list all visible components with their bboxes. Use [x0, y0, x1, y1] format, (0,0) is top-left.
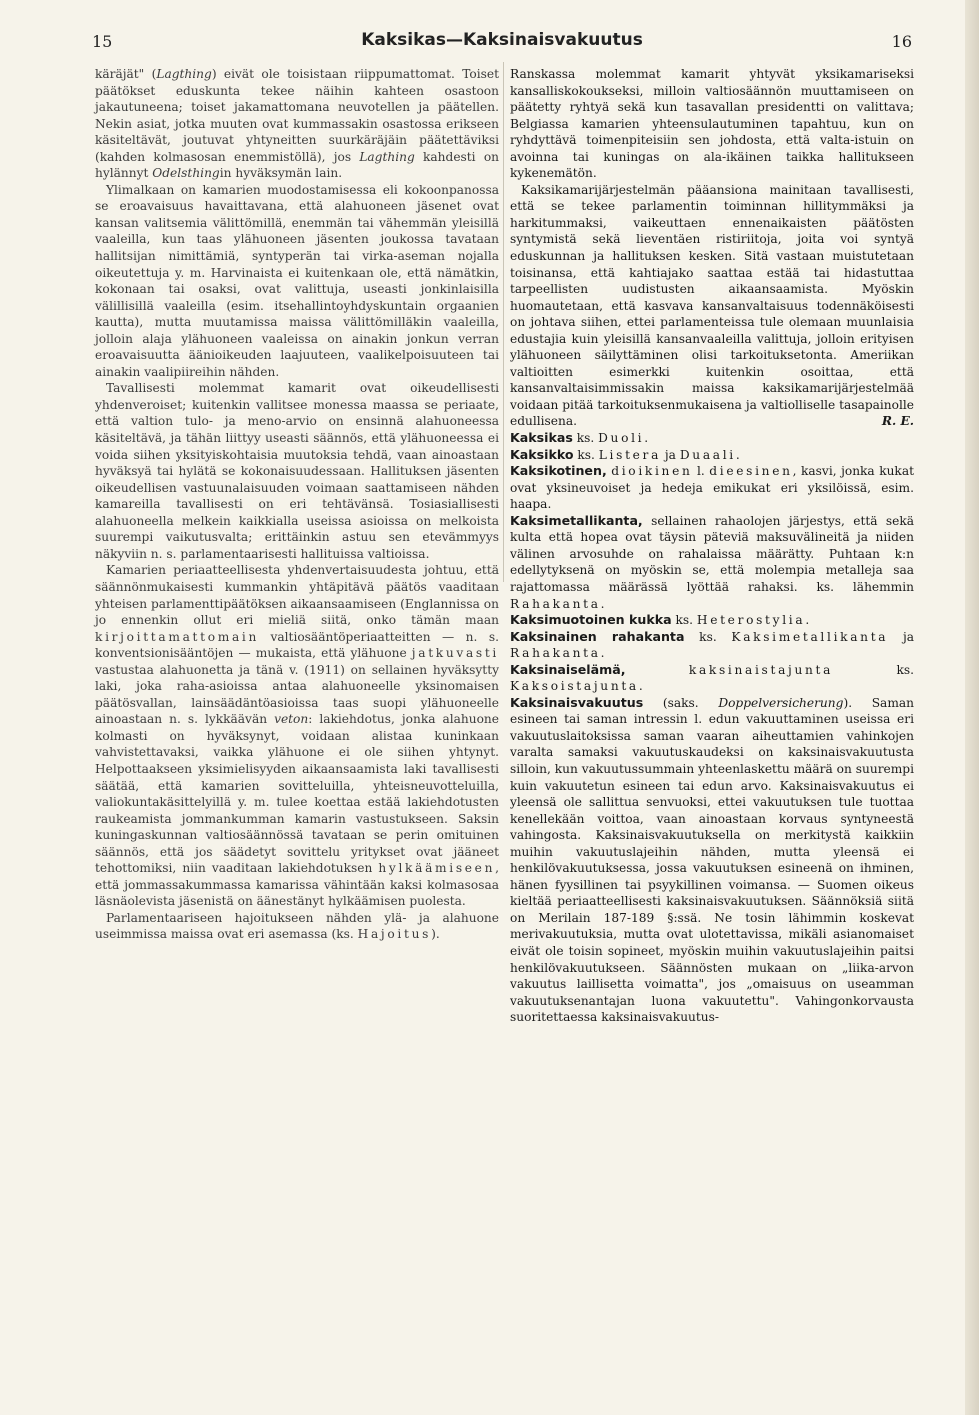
- paragraph: käräjät" (Lagthing) eivät ole toisistaan riippumattomat. Toiset päätökset eduskunta tekee näihin kahteen osastoon jakautuneena; toiset jakamattomana neuvotellen ja päätellen. Nekin asiat, jotka muuten ovat kummassakin osastossa erikseen käsiteltävät, joutuvat yhtyneitten suurkäräjäin päätettäviksi (kahden kolmasosan enemmistöllä), jos Lagthing kahdesti on hylännyt Odelsthingin hyväksymän lain.: [95, 67, 500, 181]
- column-divider: [503, 62, 504, 582]
- paragraph: Kamarien periaatteellisesta yhdenvertaisuudesta johtuu, että säännönmukaisesti kummankin yhtäpitävä päätös vaaditaan yhteisen parlamenttipäätöksen aikaansaamiseen (Englannissa on jo ennenkin ollut eri mieliä siitä, onko tämän maan kirjoittamattomain valtiosääntöperiaatteitten — n. s. konventsionisääntöjen — mukaista, että ylähuone jatkuvasti vastustaa alahuonetta ja tänä v. (1911) on sellainen hyväksytty laki, joka raha-asioissa antaa alahuoneelle yksinomaisen päätösvallan, lainsäädäntöasioissa taas suopi ylähuoneelle ainoastaan n. s. lykkäävän veton: lakiehdotus, jonka alahuone kolmasti on hyväksynyt, voidaan alistaa kuninkaan vahvistettavaksi, vaikka ylähuone ei ole siihen yhtynyt. Helpottaakseen yksimielisyyden aikaansaamista laki tavallisesti säätää, että kamarien sovitteluilla, yhteisneuvotteluilla, valiokuntakäsittelyillä y. m. tulee koettaa estää lakiehdotusten raukeamista jommankumman kamarin vastustukseen. Saksin kuningaskunnan valtiosäännössä tavataan se perin omituinen säännös, että jos säädetyt sovittelu yritykset ovat jääneet tehottomiksi, niin vaaditaan lakiehdotuksen hylkäämiseen, että jommassakummassa kamarissa vähintään kaksi kolmasosaa läsnäolevista jäsenistä on äänestänyt hylkäämisen puolesta.: [95, 563, 499, 909]
- dictionary-entry: Kaksinaisvakuutus (saks. Doppelversicherung). Saman esineen tai saman intressin l. edun vakuuttaminen useissa eri vakuutuslaitoksissa saman vaaran aiheuttamien vahinkojen varalta samaksi vakuutuskaudeksi on kaksinaisvakuutusta silloin, kun vakuutussummain yhteenlaskettu määrä on suurempi kuin vakuutetun esineen tai edun arvo. Kaksinaisvakuutus ei yleensä ole sallittua senvuoksi, ettei vakuutuksen tule tuottaa kenellekään voittoa, vaan ainoastaan korvaus syntyneestä vahingosta. Kaksinaisvakuutuksella on merkitystä kaikkiin muihin vakuutuslajeihin nähden, mutta yleensä ei henkilövakuutuksessa, jossa vakuutuksen esineenä on ihminen, hänen fyysillinen tai psyykillinen voimansa. — Suomen oikeus kieltää periaatteellisesti kaksinaisvakuutuksen. Säännöksiä siitä on Merilain 187-189 §:ssä. Ne tosin lähimmin koskevat merivakuutuksia, mutta ovat ulotettavissa, mikäli asianomaiset eivät ole toisin sopineet, myöskin muihin vakuutuslajeihin paitsi henkilövakuutukseen. Säännösten mukaan on „liika-arvon vakuutus laillisetta voimatta", jos „omaisuus on useamman vakuutuksenantajan luona vakuutettu". Vahingonkorvausta suoritettaessa kaksinaisvakuutus-: [510, 694, 914, 1025]
- paragraph: Ranskassa molemmat kamarit yhtyvät yksikamariseksi kansalliskokoukseksi, milloin valtiosäännön muuttamiseen on päätetty ryhtyä sekä kun tasavallan presidentti on valittava; Belgiassa kamarien yhteensulautuminen tapahtuu, kun on ryhdyttävä toimenpiteisiin sen johdosta, että valta-istuin on avoinna tai kuningas on ala-ikäinen taikka hallitukseen kykenemätön.: [510, 67, 914, 181]
- dictionary-entry: Kaksimetallikanta, sellainen rahaolojen järjestys, että sekä kulta että hopea ovat täysin päteviä maksuvälineitä ja niiden välinen arvosuhde on rahalaissa määrätty. Puhtaan k:n edellytyksenä on myöskin se, että molempia metalleja saa rajattomassa määrässä lyöttää rahaksi. ks. lähemmin Rahakanta.: [510, 512, 914, 611]
- dictionary-entry: Kaksimuotoinen kukka ks. Heterostylia.: [510, 612, 810, 628]
- paragraph: Tavallisesti molemmat kamarit ovat oikeudellisesti yhdenveroiset; kuitenkin vallitsee monessa maassa se periaate, että valtion tulo- ja meno-arvio on ensinnä alahuoneessa käsiteltävä, ja tähän liittyy useasti säännös, että ylähuoneessa ei voida siihen yksityiskohtaisia muutoksia tehdä, vaan ainoastaan hyväksyä tai hylätä se kokonaisuudessaan. Hallituksen jäsenten oikeudellisen vastuunalaisuuden voimaan saattamiseen nähden kamareilla tavallisesti on eri tehtävänsä. Tosiasiallisesti alahuoneella melkein kaikkialla useissa asioissa on melkoista suurempi vaikutusvalta; erittäinkin astuu sen etevämmyys näkyviin n. s. parlamentaarisesti hallituissa valtioissa.: [95, 381, 499, 561]
- running-header: [92, 30, 912, 56]
- entry-headword: Kaksimuotoinen kukka: [510, 612, 672, 628]
- left-column: [95, 66, 499, 943]
- entry-headword: Kaksimetallikanta,: [510, 512, 643, 528]
- page-title: Kaksikas—Kaksinaisvakuutus: [361, 30, 643, 50]
- entry-headword: Kaksikotinen,: [510, 463, 607, 479]
- dictionary-entry: Kaksinaiselämä, kaksinaistajunta ks. Kaksoistajunta.: [510, 661, 914, 694]
- author-signature: R. E.: [881, 414, 914, 429]
- paragraph: Kaksikamarijärjestelmän pääansiona mainitaan tavallisesti, että se tekee parlamentin toiminnan hillitymmäksi ja harkitummaksi, vaikeuttaen ennenaikaisten päätösten syntymistä sekä lieventäen ristiriitoja, joita voi syntyä eduskunnan ja hallituksen kesken. Sitä vastaan muistutetaan toisinansa, että kahtiajako saattaa estää tai hidastuttaa tarpeellisten uudistusten aikaansaamista. Myöskin huomautetaan, että kasvava kansanvaltaisuus todennäköisesti on johtava siihen, ettei parlamenteissa tule olemaan muunlaisia edustajia kuin yleisillä kansanvaaleilla valittuja, jolloin erityisen ylähuoneen säilyttäminen olisi tarkoituksetonta. Ameriikan valtioitten esimerkki kuitenkin osoittaa, että kansanvaltaisimmissakin maissa kaksikamarijärjestelmää voidaan pitää tarkoituksenmukaisena ja valtiolliselle tasapainolle edullisena. R. E.: [510, 182, 914, 429]
- entry-headword: Kaksinaiselämä,: [510, 661, 626, 677]
- right-column: [510, 66, 914, 1026]
- dictionary-entry: Kaksinainen rahakanta ks. Kaksimetallikanta ja Rahakanta.: [510, 628, 915, 661]
- paragraph: Parlamentaariseen hajoitukseen nähden ylä- ja alahuone useimmissa maissa ovat eri asemassa (ks. Hajoitus).: [95, 910, 499, 942]
- entry-headword: Kaksinainen rahakanta: [510, 628, 685, 644]
- paragraph: Ylimalkaan on kamarien muodostamisessa eli kokoonpanossa se eroavaisuus havaittavana, että alahuoneen jäsenet ovat kansan valitsemia välittömillä, enemmän tai vähemmän yleisillä vaaleilla, kun taas ylähuoneen jäsenten joukossa tavataan hallitsijan nimittämiä, syntyperän tai virka-aseman nojalla oikeutettuja y. m. Harvinaista ei kuitenkaan ole, että nämätkin, kokonaan tai osaksi, ovat valittuja, useasti jonkinlaisilla välillisillä vaaleilla (esim. itsehallintoyhdyskuntain orgaanien kautta), mutta muutamissa maissa välittömilläkin vaaleilla, jolloin alaja ylähuoneen vaaleissa on ainakin jonkun verran eroavaisuutta äänioikeuden laajuuteen, vaalikelpoisuuteen tai ainakin vaalipiireihin nähden.: [95, 182, 499, 379]
- page-number-left: 15: [92, 32, 113, 51]
- dictionary-entry: Kaksikko ks. Listera ja Duaali.: [510, 446, 740, 462]
- entry-headword: Kaksikko: [510, 446, 574, 462]
- entry-headword: Kaksinaisvakuutus: [510, 694, 644, 710]
- page-edge: [965, 0, 979, 1415]
- dictionary-entry: Kaksikotinen, dioikinen l. dieesinen, kasvi, jonka kukat ovat yksineuvoiset ja hedeja emikukat eri yksilöissä, esim. haapa.: [510, 463, 914, 512]
- dictionary-entry: Kaksikas ks. Duoli.: [510, 430, 649, 446]
- entry-headword: Kaksikas: [510, 430, 573, 446]
- page-number-right: 16: [891, 32, 912, 51]
